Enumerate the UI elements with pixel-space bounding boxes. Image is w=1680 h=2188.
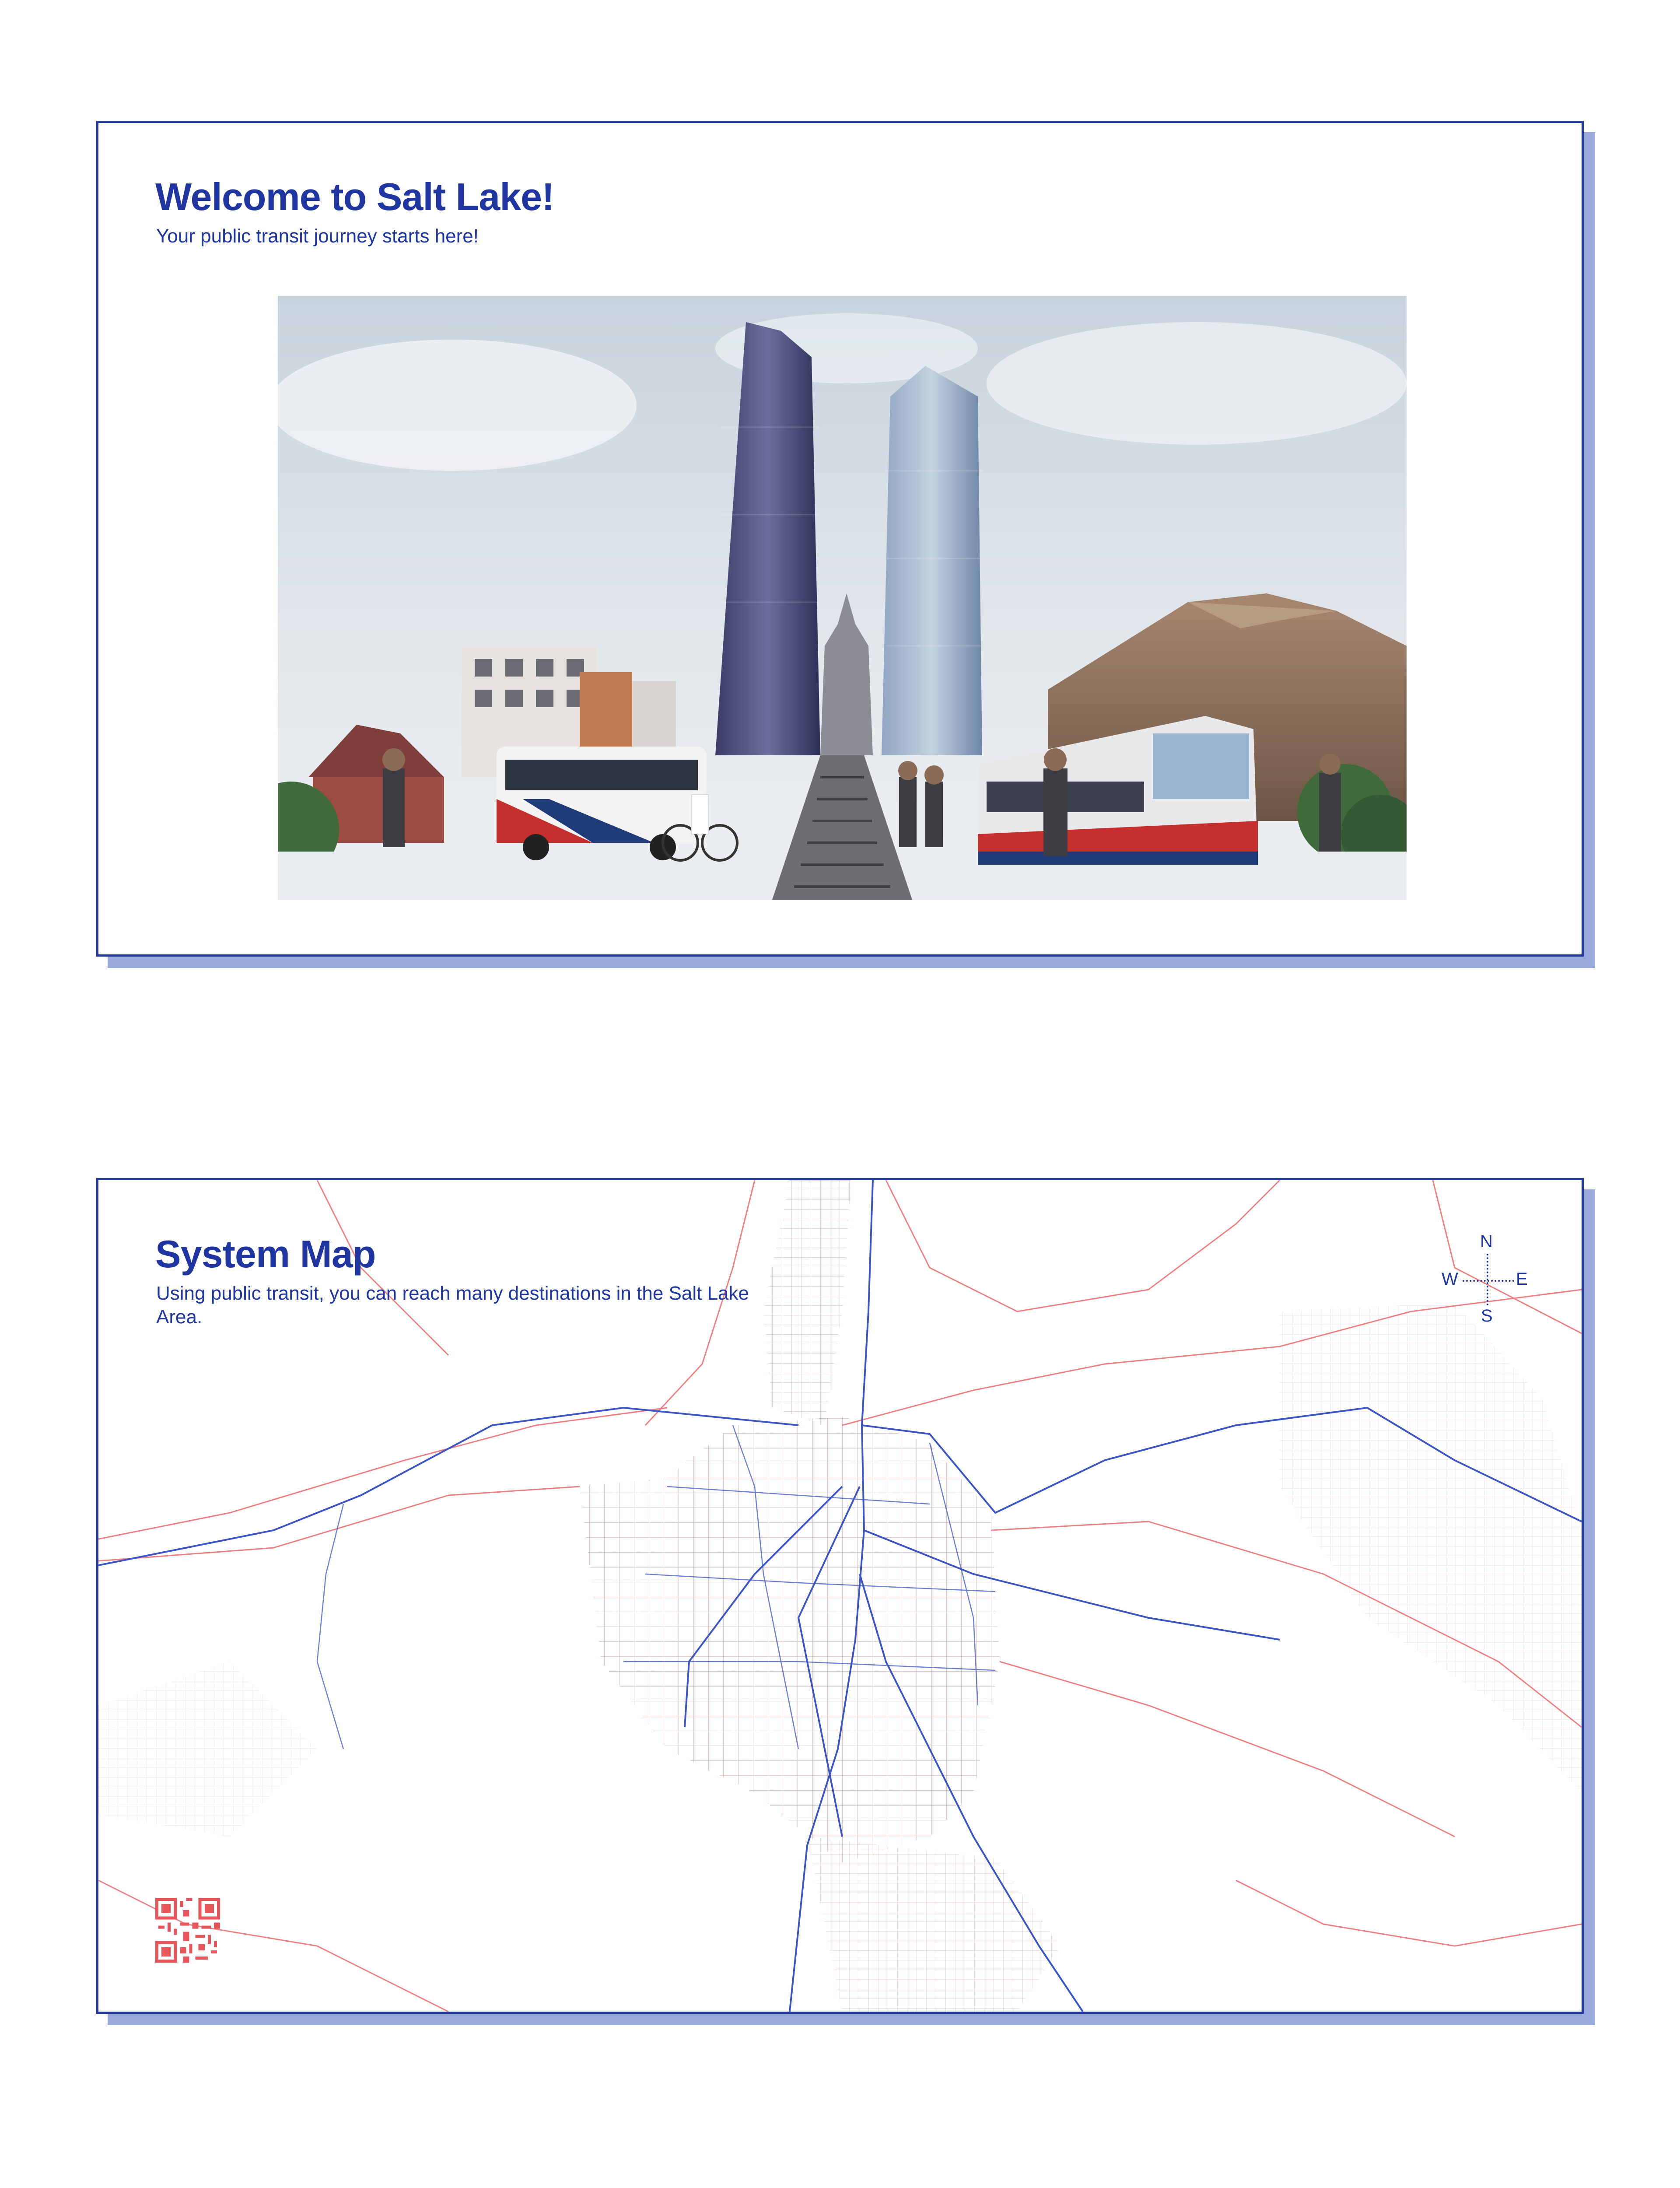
compass-west: W: [1442, 1269, 1458, 1289]
compass-north: N: [1480, 1232, 1493, 1251]
system-map-panel: [96, 1178, 1584, 2014]
system-map-title: System Map: [155, 1232, 376, 1276]
welcome-panel: [96, 121, 1584, 957]
compass-axis-ew: [1463, 1280, 1514, 1282]
qr-code[interactable]: [155, 1898, 220, 1963]
welcome-subtitle: Your public transit journey starts here!: [156, 225, 479, 247]
compass-east: E: [1516, 1269, 1528, 1289]
compass-axis-ns: [1487, 1254, 1488, 1305]
system-map-subtitle: Using public transit, you can reach many destinations in the Salt Lake Area.: [156, 1283, 749, 1328]
salt-lake-collage-image: [278, 296, 1407, 900]
welcome-title: Welcome to Salt Lake!: [155, 175, 554, 218]
compass-south: S: [1481, 1306, 1493, 1325]
compass-rose: [1442, 1232, 1529, 1328]
